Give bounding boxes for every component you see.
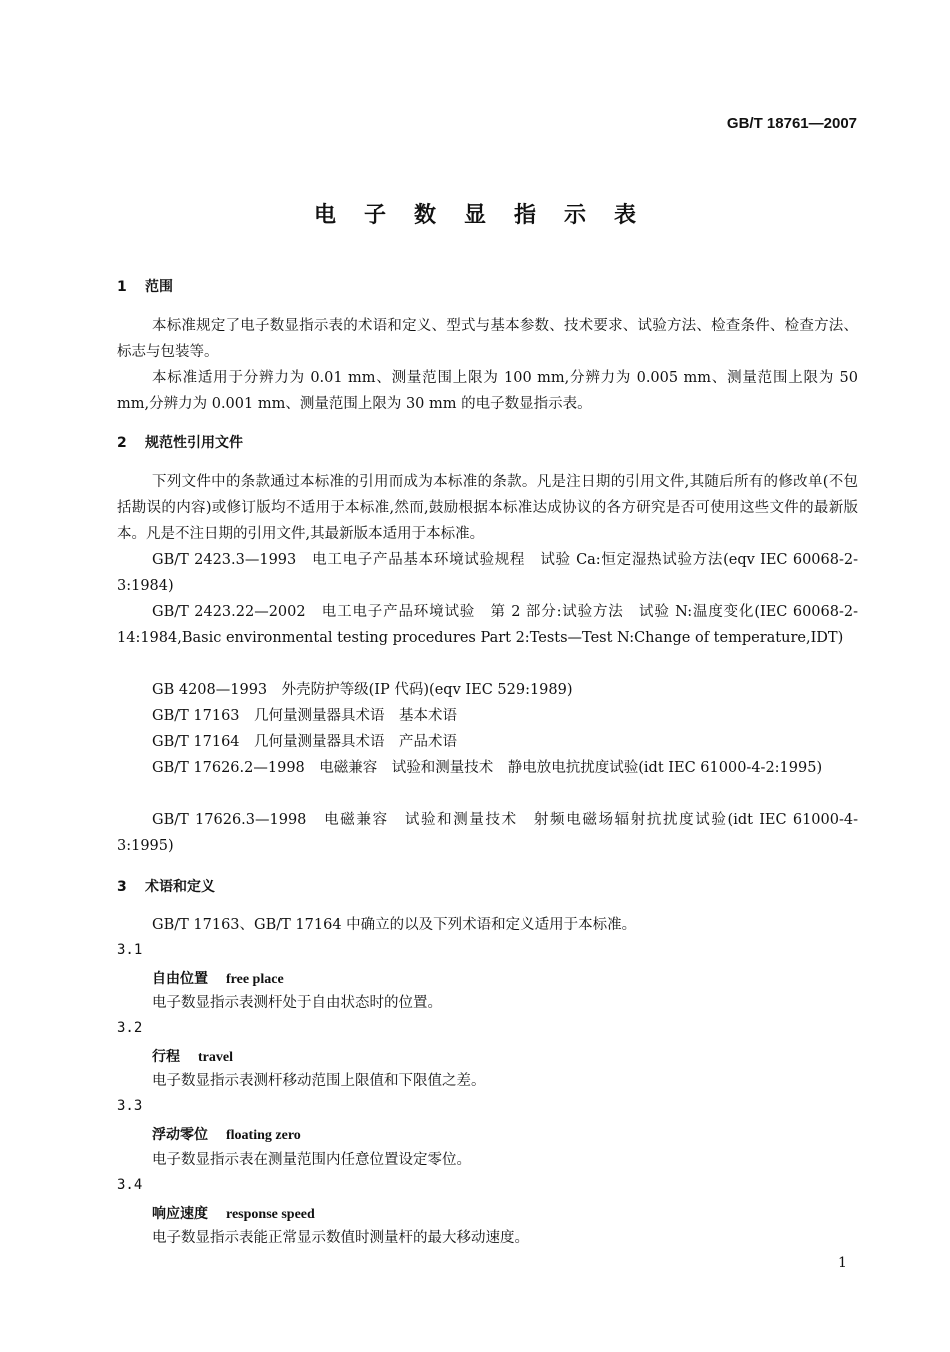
reference-item: GB/T 17626.3—1998 电磁兼容 试验和测量技术 射频电磁场辐射抗扰度试验(idt IEC 61000-4-3:1995) bbox=[117, 812, 858, 854]
reference-item: GB/T 2423.3—1993 电工电子产品基本环境试验规程 试验 Ca:恒定湿热试验方法(eqv IEC 60068-2-3:1984) bbox=[117, 552, 858, 594]
section-title: 范围 bbox=[145, 279, 173, 295]
term-zh: 行程 bbox=[152, 1049, 180, 1065]
term-heading bbox=[152, 1203, 315, 1223]
reference-item: GB/T 17163 几何量测量器具术语 基本术语 bbox=[152, 708, 458, 724]
section-number: 2 bbox=[117, 435, 127, 451]
reference-item: GB/T 17626.2—1998 电磁兼容 试验和测量技术 静电放电抗扰度试验(idt IEC 61000-4-2:1995) bbox=[152, 760, 823, 776]
section-2-heading bbox=[117, 432, 243, 452]
term-zh: 自由位置 bbox=[152, 971, 208, 987]
standard-number: GB/T 18761—2007 bbox=[726, 115, 857, 132]
reference-item: GB/T 2423.22—2002 电工电子产品环境试验 第 2 部分:试验方法 试验 N:温度变化(IEC 60068-2-14:1984,Basic environmental testing procedures Part 2:Tests—Test N:Change of temperature,IDT) bbox=[117, 604, 858, 646]
term-definition: 电子数显指示表能正常显示数值时测量杆的最大移动速度。 bbox=[152, 1230, 529, 1246]
page-number: 1 bbox=[838, 1255, 847, 1271]
term-heading bbox=[152, 1046, 233, 1066]
term-heading bbox=[152, 1124, 301, 1144]
section-number: 1 bbox=[117, 279, 127, 295]
term-number: 3.2 bbox=[117, 1020, 143, 1036]
term-heading bbox=[152, 968, 284, 988]
term-definition: 电子数显指示表测杆移动范围上限值和下限值之差。 bbox=[152, 1073, 486, 1089]
section-1-heading bbox=[117, 276, 173, 296]
term-en: free place bbox=[226, 972, 284, 987]
term-definition: 电子数显指示表测杆处于自由状态时的位置。 bbox=[152, 995, 442, 1011]
document-title: 电子数显指示表 bbox=[313, 203, 664, 228]
section-3-heading bbox=[117, 876, 215, 896]
reference-item: GB/T 17164 几何量测量器具术语 产品术语 bbox=[152, 734, 458, 750]
reference-item: GB 4208—1993 外壳防护等级(IP 代码)(eqv IEC 529:1989) bbox=[152, 682, 573, 698]
term-number: 3.1 bbox=[117, 942, 143, 958]
term-en: floating zero bbox=[226, 1128, 301, 1143]
term-number: 3.3 bbox=[117, 1098, 143, 1114]
terms-intro: GB/T 17163、GB/T 17164 中确立的以及下列术语和定义适用于本标准。 bbox=[152, 917, 637, 933]
scope-paragraph-1: 本标准规定了电子数显指示表的术语和定义、型式与基本参数、技术要求、试验方法、检查条件、检查方法、标志与包装等。 bbox=[117, 318, 858, 360]
term-number: 3.4 bbox=[117, 1177, 143, 1193]
term-zh: 响应速度 bbox=[152, 1206, 208, 1222]
term-definition: 电子数显指示表在测量范围内任意位置设定零位。 bbox=[152, 1152, 471, 1168]
section-title: 规范性引用文件 bbox=[145, 435, 243, 451]
section-number: 3 bbox=[117, 879, 127, 895]
term-en: response speed bbox=[226, 1207, 315, 1222]
section-title: 术语和定义 bbox=[145, 879, 215, 895]
term-zh: 浮动零位 bbox=[152, 1127, 208, 1143]
scope-paragraph-2: 本标准适用于分辨力为 0.01 mm、测量范围上限为 100 mm,分辨力为 0.005 mm、测量范围上限为 50 mm,分辨力为 0.001 mm、测量范围上限为 30 mm 的电子数显指示表。 bbox=[117, 370, 858, 412]
normative-intro: 下列文件中的条款通过本标准的引用而成为本标准的条款。凡是注日期的引用文件,其随后所有的修改单(不包括勘误的内容)或修订版均不适用于本标准,然而,鼓励根据本标准达成协议的各方研究是否可使用这些文件的最新版本。凡是不注日期的引用文件,其最新版本适用于本标准。 bbox=[117, 474, 858, 542]
term-en: travel bbox=[198, 1050, 233, 1065]
